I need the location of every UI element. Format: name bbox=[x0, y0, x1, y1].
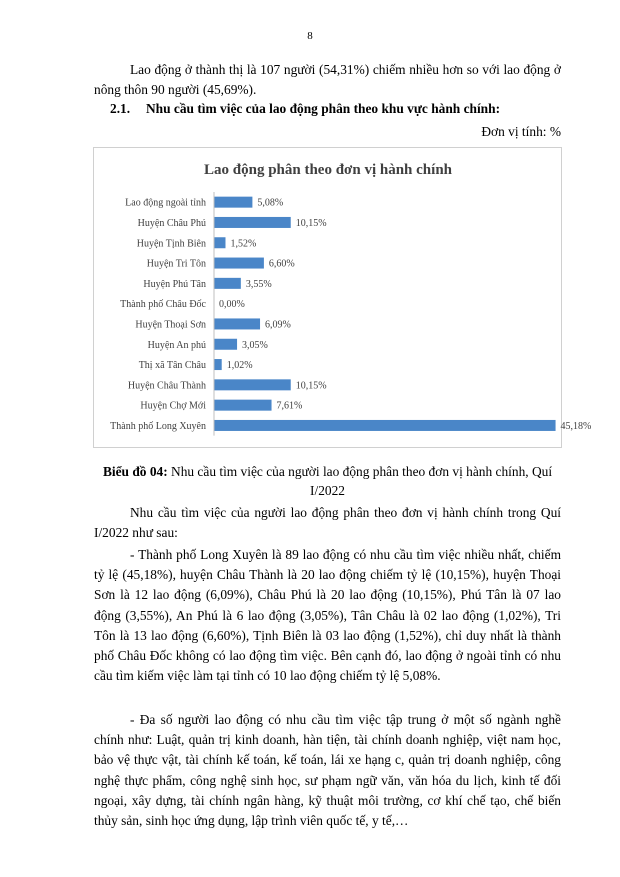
category-label: Huyện Thoại Sơn bbox=[135, 319, 206, 331]
intro-paragraph: Lao động ở thành thị là 107 người (54,31%) chiếm nhiều hơn so với lao động ở nông thôn 90 người (45,69%). bbox=[94, 62, 561, 98]
data-label: 10,15% bbox=[295, 380, 327, 392]
caption-text: Nhu cầu tìm việc của người lao động phân theo đơn vị hành chính, Quí I/2022 bbox=[167, 464, 553, 498]
body-paragraph-2: - Thành phố Long Xuyên là 89 lao động có nhu cầu tìm việc nhiều nhất, chiếm tỷ lệ (45,18%), huyện Châu Thành là 20 lao động chiếm tỷ lệ (10,15%), huyện Thoại Sơn là 12 lao động (6,09%), Châu Phú là 20 lao động (10,15%), Phú Tân là 07 lao động (3,55%), An Phú là 6 lao động (3,05%), Tân Châu là 02 lao động (1,02%), Tri Tôn là 13 lao động (6,60%), Tịnh Biên là 03 lao động (1,52%), chỉ duy nhất là thành phố Châu Đốc không có lao động tìm việc. Bên cạnh đó, lao động ở ngoài tỉnh có nhu cầu tìm kiếm việc làm tại tỉnh có 10 lao động chiếm tỷ lệ 5,08%. bbox=[94, 547, 561, 684]
section-heading bbox=[110, 101, 500, 117]
chart-canvas bbox=[94, 148, 592, 447]
data-label: 3,05% bbox=[242, 339, 268, 351]
category-label: Lao động ngoài tỉnh bbox=[125, 197, 206, 209]
chart-caption bbox=[94, 462, 561, 500]
data-label: 7,61% bbox=[276, 400, 303, 412]
data-label: 1,02% bbox=[226, 360, 253, 372]
bar bbox=[214, 400, 272, 411]
section-title: Nhu cầu tìm việc của lao động phân theo khu vực hành chính: bbox=[146, 101, 501, 116]
bar-chart bbox=[93, 147, 592, 448]
data-label: 1,52% bbox=[230, 238, 257, 250]
chart-title: Lao động phân theo đơn vị hành chính bbox=[204, 162, 452, 178]
bar bbox=[214, 359, 222, 370]
category-label: Huyện Tịnh Biên bbox=[136, 238, 206, 250]
data-label: 45,18% bbox=[560, 420, 592, 432]
data-label: 3,55% bbox=[245, 278, 272, 290]
bar bbox=[214, 318, 260, 329]
bar bbox=[214, 237, 225, 248]
category-label: Huyện Châu Thành bbox=[127, 380, 206, 392]
category-label: Thành phố Châu Đốc bbox=[120, 299, 206, 311]
category-label: Thị xã Tân Châu bbox=[138, 360, 206, 372]
data-label: 10,15% bbox=[295, 217, 327, 229]
body-paragraph-3: - Đa số người lao động có nhu cầu tìm việc tập trung ở một số ngành nghề chính như: Luật, quản trị kinh doanh, hàn tiện, tài chính doanh nghiệp, việt nam học, bảo vệ thực vật, tài chính kế toán, kế toán, lái xe hạng c, quản trị doanh nghiệp, công nghệ thực phẩm, công nghệ sinh học, sư phạm ngữ văn, văn hóa du lịch, kinh tế đối ngoại, xây dựng, tài chính ngân hàng, kỹ thuật môi trường, cơ khí chế tạo, chế biến thủy sản, sinh học ứng dụng, lập trình viên quốc tế, y tế,… bbox=[94, 712, 561, 829]
bar bbox=[214, 278, 241, 289]
category-label: Huyện Chợ Mới bbox=[140, 400, 206, 412]
data-label: 6,60% bbox=[268, 258, 295, 270]
data-label: 0,00% bbox=[219, 299, 245, 311]
data-label: 6,09% bbox=[265, 319, 291, 331]
category-label: Huyện Châu Phú bbox=[137, 217, 206, 229]
data-label: 5,08% bbox=[257, 197, 284, 209]
bar bbox=[214, 379, 291, 390]
chart-marks bbox=[110, 192, 591, 436]
category-label: Thành phố Long Xuyên bbox=[110, 420, 206, 432]
section-number: 2.1. bbox=[110, 101, 131, 116]
category-label: Huyện An phú bbox=[147, 339, 206, 351]
page-number: 8 bbox=[307, 30, 313, 42]
category-label: Huyện Phú Tân bbox=[143, 278, 206, 290]
unit-label: Đơn vị tính: % bbox=[481, 124, 561, 139]
bar bbox=[214, 217, 291, 228]
category-label: Huyện Tri Tôn bbox=[146, 258, 206, 270]
caption-label: Biểu đồ 04: bbox=[102, 464, 168, 479]
bar bbox=[214, 197, 252, 208]
bar bbox=[214, 258, 264, 269]
body-paragraph-1: Nhu cầu tìm việc của người lao động phân theo đơn vị hành chính trong Quí I/2022 như sau: bbox=[94, 505, 561, 541]
bar bbox=[214, 339, 237, 350]
bar bbox=[214, 420, 556, 431]
